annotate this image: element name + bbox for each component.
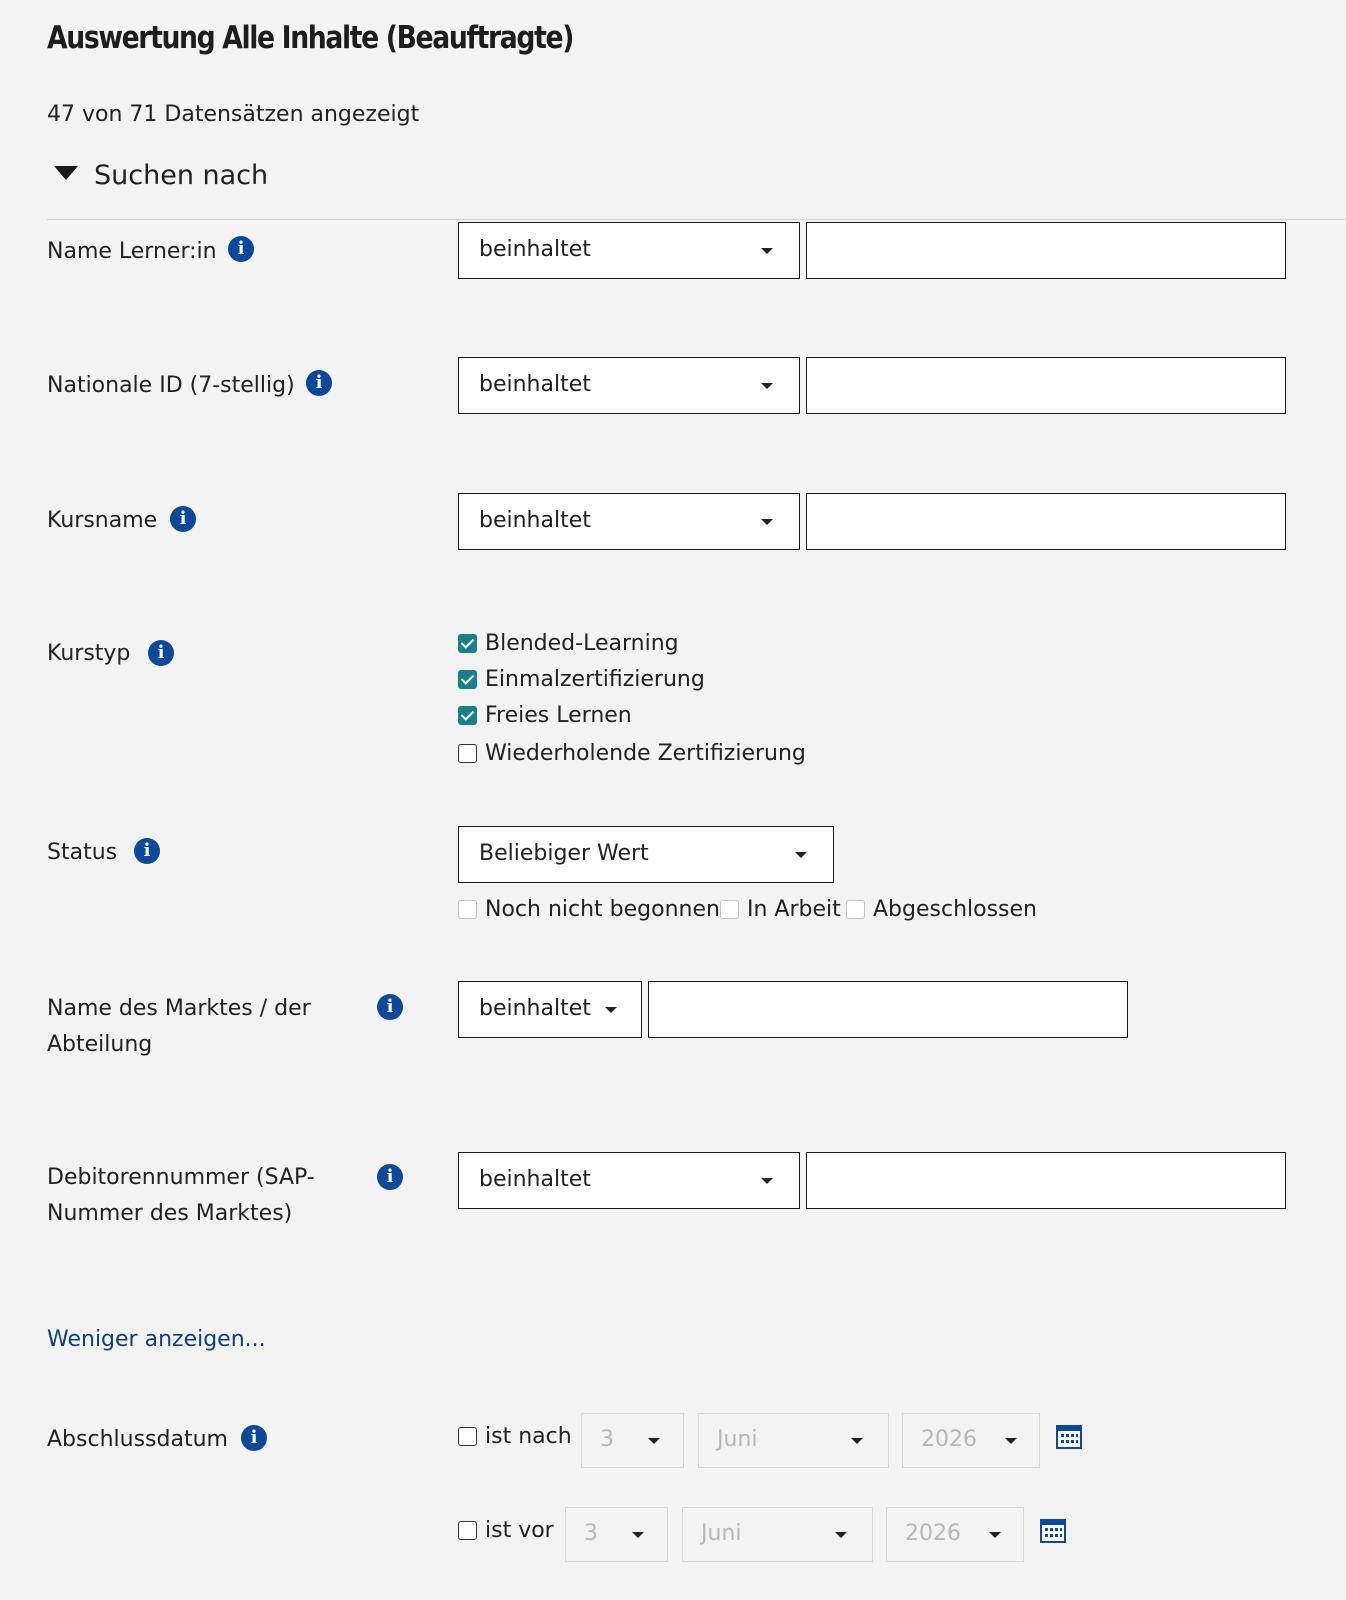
info-icon[interactable]: i xyxy=(377,1164,403,1190)
status-label: Status xyxy=(47,840,118,865)
checkbox[interactable] xyxy=(458,634,477,653)
select-value: 3 xyxy=(600,1427,614,1452)
checkbox-label: Wiederholende Zertifizierung xyxy=(485,741,806,766)
checkbox-label: Abgeschlossen xyxy=(873,897,1037,922)
completion-date-label: Abschlussdatum xyxy=(47,1427,228,1452)
national-id-operator-select[interactable] xyxy=(458,357,800,414)
caret-down-icon xyxy=(605,1007,617,1013)
info-icon[interactable]: i xyxy=(306,370,332,396)
caret-down-icon xyxy=(761,519,773,525)
info-icon[interactable]: i xyxy=(134,838,160,864)
label-line: Nummer des Marktes) xyxy=(47,1201,293,1226)
select-value: beinhaltet xyxy=(479,1167,591,1192)
caret-down-icon xyxy=(761,1178,773,1184)
date-before-day-select[interactable] xyxy=(565,1507,668,1562)
checkbox[interactable] xyxy=(458,706,477,725)
checkbox[interactable] xyxy=(458,670,477,689)
course-type-option[interactable] xyxy=(458,667,705,692)
date-after-month-select[interactable] xyxy=(698,1413,889,1468)
status-option-in-progress[interactable] xyxy=(720,897,841,922)
course-type-label: Kurstyp xyxy=(47,641,131,666)
course-type-option[interactable] xyxy=(458,741,806,766)
info-icon[interactable]: i xyxy=(148,640,174,666)
search-toggle[interactable] xyxy=(54,160,268,191)
date-before-year-select[interactable] xyxy=(886,1507,1024,1562)
national-id-input[interactable] xyxy=(806,357,1286,414)
triangle-down-icon xyxy=(54,166,78,180)
date-before-toggle[interactable] xyxy=(458,1518,554,1543)
checkbox[interactable] xyxy=(458,1521,477,1540)
checkbox-label: Blended-Learning xyxy=(485,631,679,656)
caret-down-icon xyxy=(835,1532,847,1538)
debtor-number-input[interactable] xyxy=(806,1152,1286,1209)
date-after-day-select[interactable] xyxy=(581,1413,684,1468)
name-learner-label: Name Lerner:in xyxy=(47,239,217,264)
caret-down-icon xyxy=(851,1438,863,1444)
market-name-operator-select[interactable] xyxy=(458,981,642,1038)
checkbox[interactable] xyxy=(846,900,865,919)
label-line: Abteilung xyxy=(47,1032,153,1057)
name-learner-operator-select[interactable] xyxy=(458,222,800,279)
status-select[interactable] xyxy=(458,826,834,883)
caret-down-icon xyxy=(795,852,807,858)
select-value: Juni xyxy=(717,1427,758,1452)
checkbox-label: Noch nicht begonnen xyxy=(485,897,720,922)
record-count: 47 von 71 Datensätzen angezeigt xyxy=(47,102,420,127)
checkbox-label: In Arbeit xyxy=(747,897,841,922)
debtor-number-label xyxy=(47,1160,377,1232)
course-name-input[interactable] xyxy=(806,493,1286,550)
caret-down-icon xyxy=(761,383,773,389)
status-option-not-started[interactable] xyxy=(458,897,720,922)
checkbox-label: ist vor xyxy=(485,1518,554,1543)
date-after-toggle[interactable] xyxy=(458,1424,572,1449)
info-icon[interactable]: i xyxy=(241,1425,267,1451)
caret-down-icon xyxy=(1005,1438,1017,1444)
caret-down-icon xyxy=(648,1438,660,1444)
checkbox-label: Einmalzertifizierung xyxy=(485,667,705,692)
select-value: 2026 xyxy=(905,1521,961,1546)
market-name-input[interactable] xyxy=(648,981,1128,1038)
calendar-icon[interactable] xyxy=(1056,1425,1082,1449)
page-title: Auswertung Alle Inhalte (Beauftragte) xyxy=(47,20,574,56)
checkbox[interactable] xyxy=(458,900,477,919)
caret-down-icon xyxy=(761,248,773,254)
select-value: beinhaltet xyxy=(479,372,591,397)
checkbox-label: ist nach xyxy=(485,1424,572,1449)
select-value: 2026 xyxy=(921,1427,977,1452)
course-type-option[interactable] xyxy=(458,631,679,656)
date-before-month-select[interactable] xyxy=(682,1507,873,1562)
status-option-completed[interactable] xyxy=(846,897,1037,922)
calendar-icon[interactable] xyxy=(1040,1519,1066,1543)
checkbox[interactable] xyxy=(720,900,739,919)
name-learner-input[interactable] xyxy=(806,222,1286,279)
national-id-label: Nationale ID (7-stellig) xyxy=(47,373,295,398)
select-value: beinhaltet xyxy=(479,996,591,1021)
select-value: 3 xyxy=(584,1521,598,1546)
checkbox[interactable] xyxy=(458,1427,477,1446)
course-name-operator-select[interactable] xyxy=(458,493,800,550)
caret-down-icon xyxy=(989,1532,1001,1538)
divider xyxy=(47,219,1346,220)
select-value: Beliebiger Wert xyxy=(479,841,649,866)
info-icon[interactable]: i xyxy=(170,506,196,532)
info-icon[interactable]: i xyxy=(377,994,403,1020)
checkbox[interactable] xyxy=(458,744,477,763)
select-value: beinhaltet xyxy=(479,508,591,533)
label-line: Debitorennummer (SAP- xyxy=(47,1165,315,1190)
checkbox-label: Freies Lernen xyxy=(485,703,632,728)
label-line: Name des Marktes / der xyxy=(47,996,311,1021)
select-value: Juni xyxy=(701,1521,742,1546)
show-less-link[interactable]: Weniger anzeigen... xyxy=(47,1327,266,1352)
course-name-label: Kursname xyxy=(47,508,158,533)
search-toggle-label: Suchen nach xyxy=(94,160,269,191)
course-type-option[interactable] xyxy=(458,703,632,728)
date-after-year-select[interactable] xyxy=(902,1413,1040,1468)
select-value: beinhaltet xyxy=(479,237,591,262)
market-name-label xyxy=(47,991,377,1063)
caret-down-icon xyxy=(632,1532,644,1538)
debtor-number-operator-select[interactable] xyxy=(458,1152,800,1209)
info-icon[interactable]: i xyxy=(228,236,254,262)
